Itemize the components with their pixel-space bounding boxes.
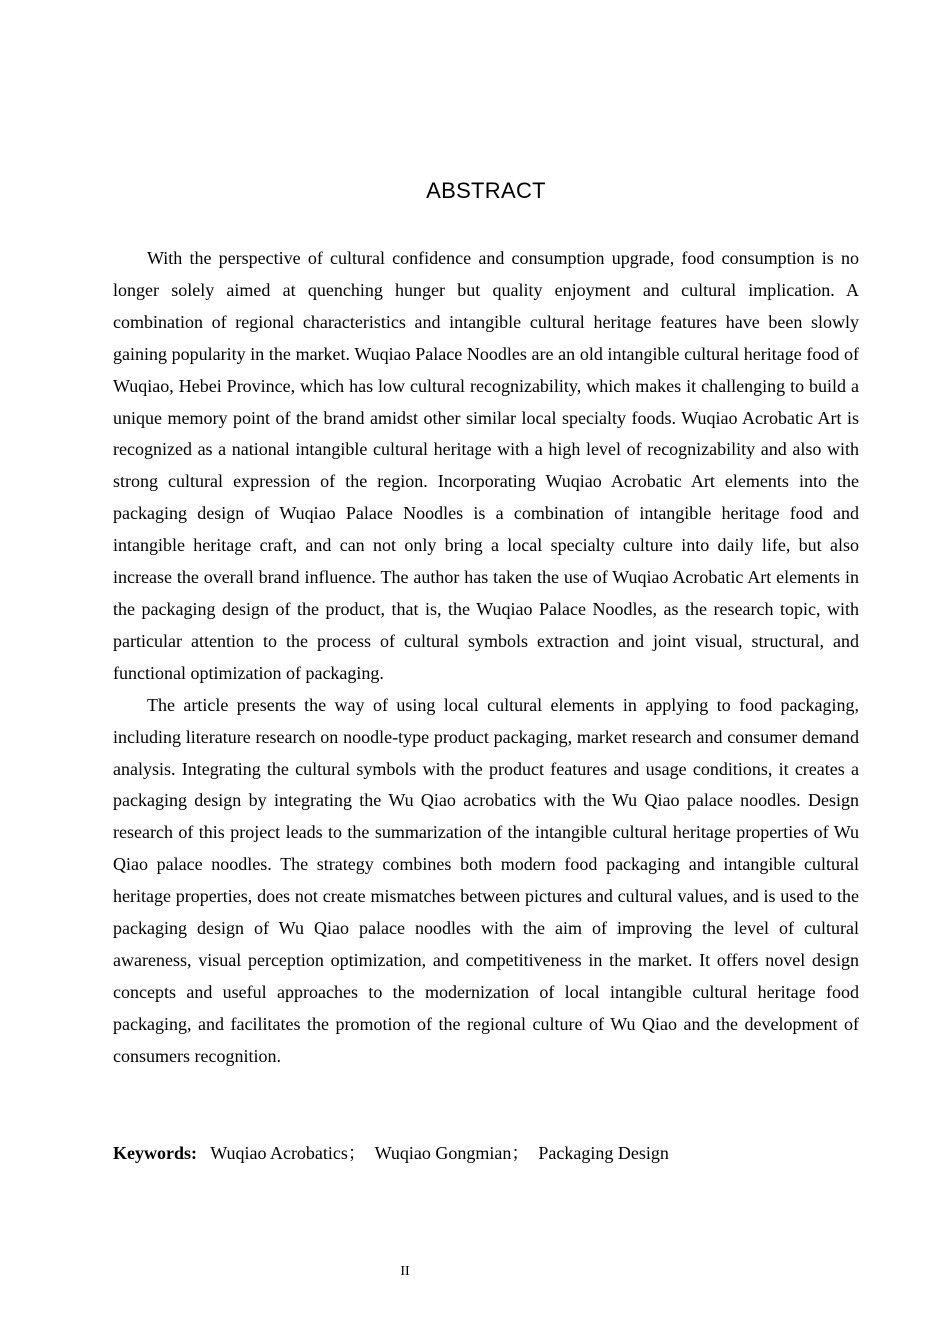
abstract-paragraph-1: With the perspective of cultural confidence and consumption upgrade, food consumption is no longer solely aimed at quenching hunger but quality enjoyment and cultural implication. A combination of regional characteristics and intangible cultural heritage features have been slowly gaining popularity in the market. Wuqiao Palace Noodles are an old intangible cultural heritage food of Wuqiao, Hebei Province, which has low cultural recognizability, which makes it challenging to build a unique memory point of the brand amidst other similar local specialty foods. Wuqiao Acrobatic Art is recognized as a national intangible cultural heritage with a high level of recognizability and also with strong cultural expression of the region. Incorporating Wuqiao Acrobatic Art elements into the packaging design of Wuqiao Palace Noodles is a combination of intangible heritage food and intangible heritage craft, and can not only bring a local specialty culture into daily life, but also increase the overall brand influence. The author has taken the use of Wuqiao Acrobatic Art elements in the packaging design of the product, that is, the Wuqiao Palace Noodles, as the research topic, with particular attention to the process of cultural symbols extraction and joint visual, structural, and functional optimization of packaging. (113, 248, 859, 683)
keyword-item: Wuqiao Gongmian (374, 1143, 512, 1163)
page-number: II (400, 1264, 410, 1279)
keyword-separator: ； (511, 1143, 530, 1163)
abstract-body (113, 243, 859, 1073)
abstract-title: ABSTRACT (426, 178, 546, 203)
keyword-item: Packaging Design (538, 1143, 669, 1163)
abstract-paragraph-2: The article presents the way of using local cultural elements in applying to food packaging, including literature research on noodle-type product packaging, market research and consumer demand analysis. Integrating the cultural symbols with the product features and usage conditions, it creates a packaging design by integrating the Wu Qiao acrobatics with the Wu Qiao palace noodles. Design research of this project leads to the summarization of the intangible cultural heritage properties of Wu Qiao palace noodles. The strategy combines both modern food packaging and intangible cultural heritage properties, does not create mismatches between pictures and cultural values, and is used to the packaging design of Wu Qiao palace noodles with the aim of improving the level of cultural awareness, visual perception optimization, and competitiveness in the market. It offers novel design concepts and useful approaches to the modernization of local intangible cultural heritage food packaging, and facilitates the promotion of the regional culture of Wu Qiao and the development of consumers recognition. (113, 694, 859, 1066)
keywords-label: Keywords: (113, 1143, 197, 1163)
keywords-line (113, 1138, 859, 1170)
keyword-separator: ； (347, 1143, 366, 1163)
keyword-item: Wuqiao Acrobatics (210, 1143, 348, 1163)
